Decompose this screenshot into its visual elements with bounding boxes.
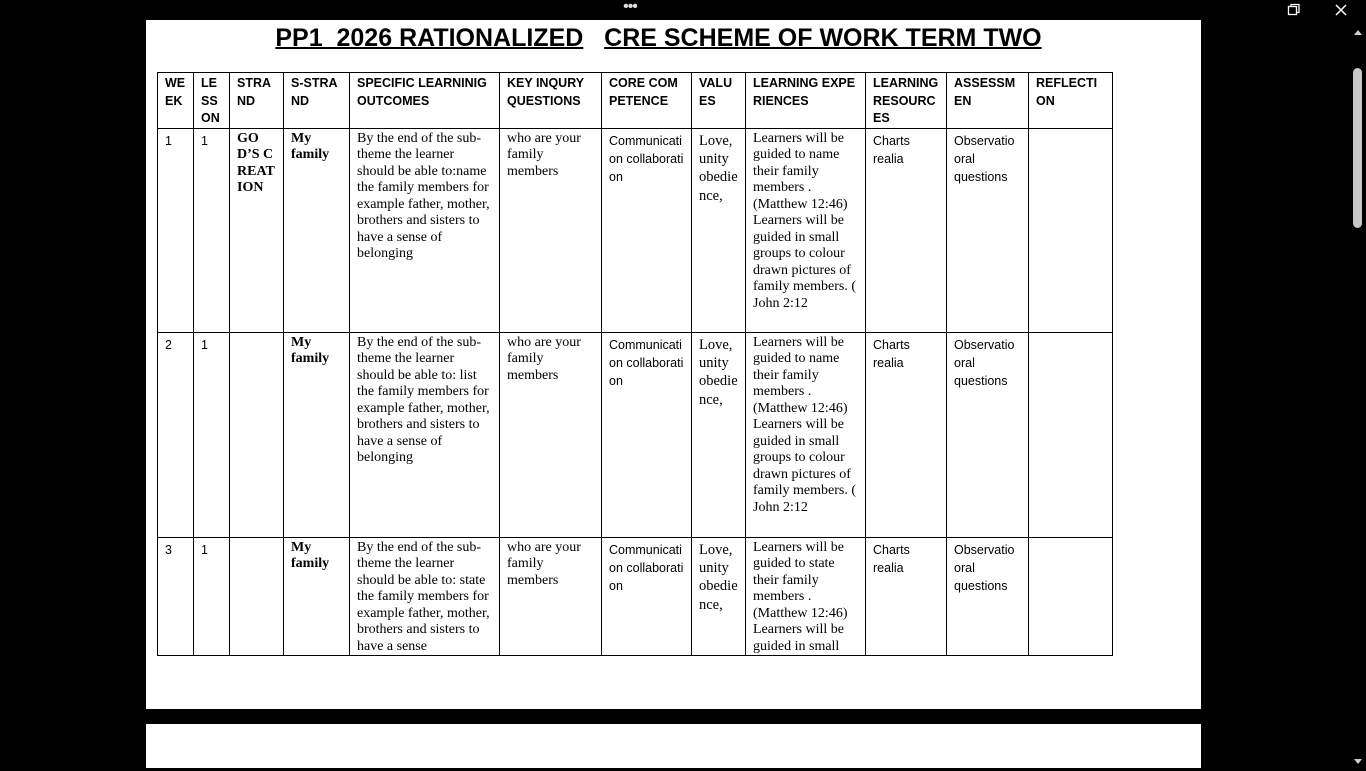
cell-sub-strand: My family xyxy=(284,128,350,332)
header-assessment: ASSESSMEN xyxy=(947,73,1029,129)
scroll-down-arrow-icon[interactable] xyxy=(1353,753,1363,763)
cell-questions: who are your family members xyxy=(500,128,602,332)
header-row xyxy=(158,73,1113,129)
cell-questions: who are your family members xyxy=(500,332,602,537)
header-experiences: LEARNING EXPERIENCES xyxy=(746,73,866,129)
cell-reflection xyxy=(1029,332,1113,537)
cell-strand: GOD’S CREATION xyxy=(230,128,284,332)
cell-sub-strand: My family xyxy=(284,537,350,655)
close-icon[interactable] xyxy=(1332,1,1350,19)
cell-outcomes: By the end of the sub-theme the learner should be able to: state the family members for example father, mother, brothers and sisters to have a sense xyxy=(350,537,500,655)
cell-values: Love, unity obedience, xyxy=(692,128,746,332)
scrollbar-thumb[interactable] xyxy=(1353,68,1362,228)
cell-competence: Communication collaboration xyxy=(602,332,692,537)
cell-strand xyxy=(230,332,284,537)
cell-experiences: Learners will be guided to name their family members .(Matthew 12:46) Learners will be guided in small groups to colour drawn pictures of family members. ( John 2:12 xyxy=(746,128,866,332)
table-row xyxy=(158,128,1113,332)
cell-strand xyxy=(230,537,284,655)
header-questions: KEY INQURY QUESTIONS xyxy=(500,73,602,129)
cell-week: 1 xyxy=(158,128,194,332)
cell-resources: Charts realia xyxy=(866,537,947,655)
cell-sub-strand: My family xyxy=(284,332,350,537)
cell-lesson: 1 xyxy=(194,537,230,655)
cell-outcomes: By the end of the sub-theme the learner should be able to:name the family members for example father, mother, brothers and sisters to have a sense of belonging xyxy=(350,128,500,332)
cell-questions: who are your family members xyxy=(500,537,602,655)
cell-assessment: Observatio oral questions xyxy=(947,537,1029,655)
cell-lesson: 1 xyxy=(194,332,230,537)
header-resources: LEARNING RESOURCES xyxy=(866,73,947,129)
header-outcomes: SPECIFIC LEARNINIG OUTCOMES xyxy=(350,73,500,129)
cell-reflection xyxy=(1029,537,1113,655)
cell-week: 3 xyxy=(158,537,194,655)
header-competence: CORE COMPETENCE xyxy=(602,73,692,129)
cell-values: Love, unity obedience, xyxy=(692,537,746,655)
next-document-page xyxy=(146,724,1201,768)
cell-experiences: Learners will be guided to state their family members .(Matthew 12:46) Learners will be guided in small xyxy=(746,537,866,655)
header-strand: STRAND xyxy=(230,73,284,129)
cell-resources: Charts realia xyxy=(866,332,947,537)
more-options-icon[interactable]: ••• xyxy=(623,0,637,15)
table-row xyxy=(158,332,1113,537)
cell-outcomes: By the end of the sub-theme the learner should be able to: list the family members for example father, mother, brothers and sisters to have a sense of belonging xyxy=(350,332,500,537)
header-values: VALUES xyxy=(692,73,746,129)
scheme-of-work-table xyxy=(157,72,1113,656)
cell-week: 2 xyxy=(158,332,194,537)
cell-experiences: Learners will be guided to name their family members .(Matthew 12:46) Learners will be guided in small groups to colour drawn pictures of family members. ( John 2:12 xyxy=(746,332,866,537)
document-title xyxy=(146,24,1171,53)
header-lesson: LESSON xyxy=(194,73,230,129)
vertical-scrollbar[interactable] xyxy=(1350,20,1366,768)
cell-competence: Communication collaboration xyxy=(602,537,692,655)
title-part-1: PP1 2026 RATIONALIZED xyxy=(275,24,584,52)
cell-competence: Communication collaboration xyxy=(602,128,692,332)
cell-values: Love, unity obedience, xyxy=(692,332,746,537)
cell-reflection xyxy=(1029,128,1113,332)
cell-resources: Charts realia xyxy=(866,128,947,332)
header-reflection: REFLECTION xyxy=(1029,73,1113,129)
title-part-2: CRE SCHEME OF WORK TERM TWO xyxy=(604,24,1042,52)
restore-window-icon[interactable] xyxy=(1284,2,1302,18)
document-page xyxy=(146,20,1201,709)
window-title-bar xyxy=(0,0,1366,20)
cell-assessment: Observatio oral questions xyxy=(947,332,1029,537)
cell-lesson: 1 xyxy=(194,128,230,332)
header-sub-strand: S-STRAND xyxy=(284,73,350,129)
table-row xyxy=(158,537,1113,655)
header-week: WEEK xyxy=(158,73,194,129)
cell-assessment: Observatio oral questions xyxy=(947,128,1029,332)
scroll-up-arrow-icon[interactable] xyxy=(1353,25,1363,35)
